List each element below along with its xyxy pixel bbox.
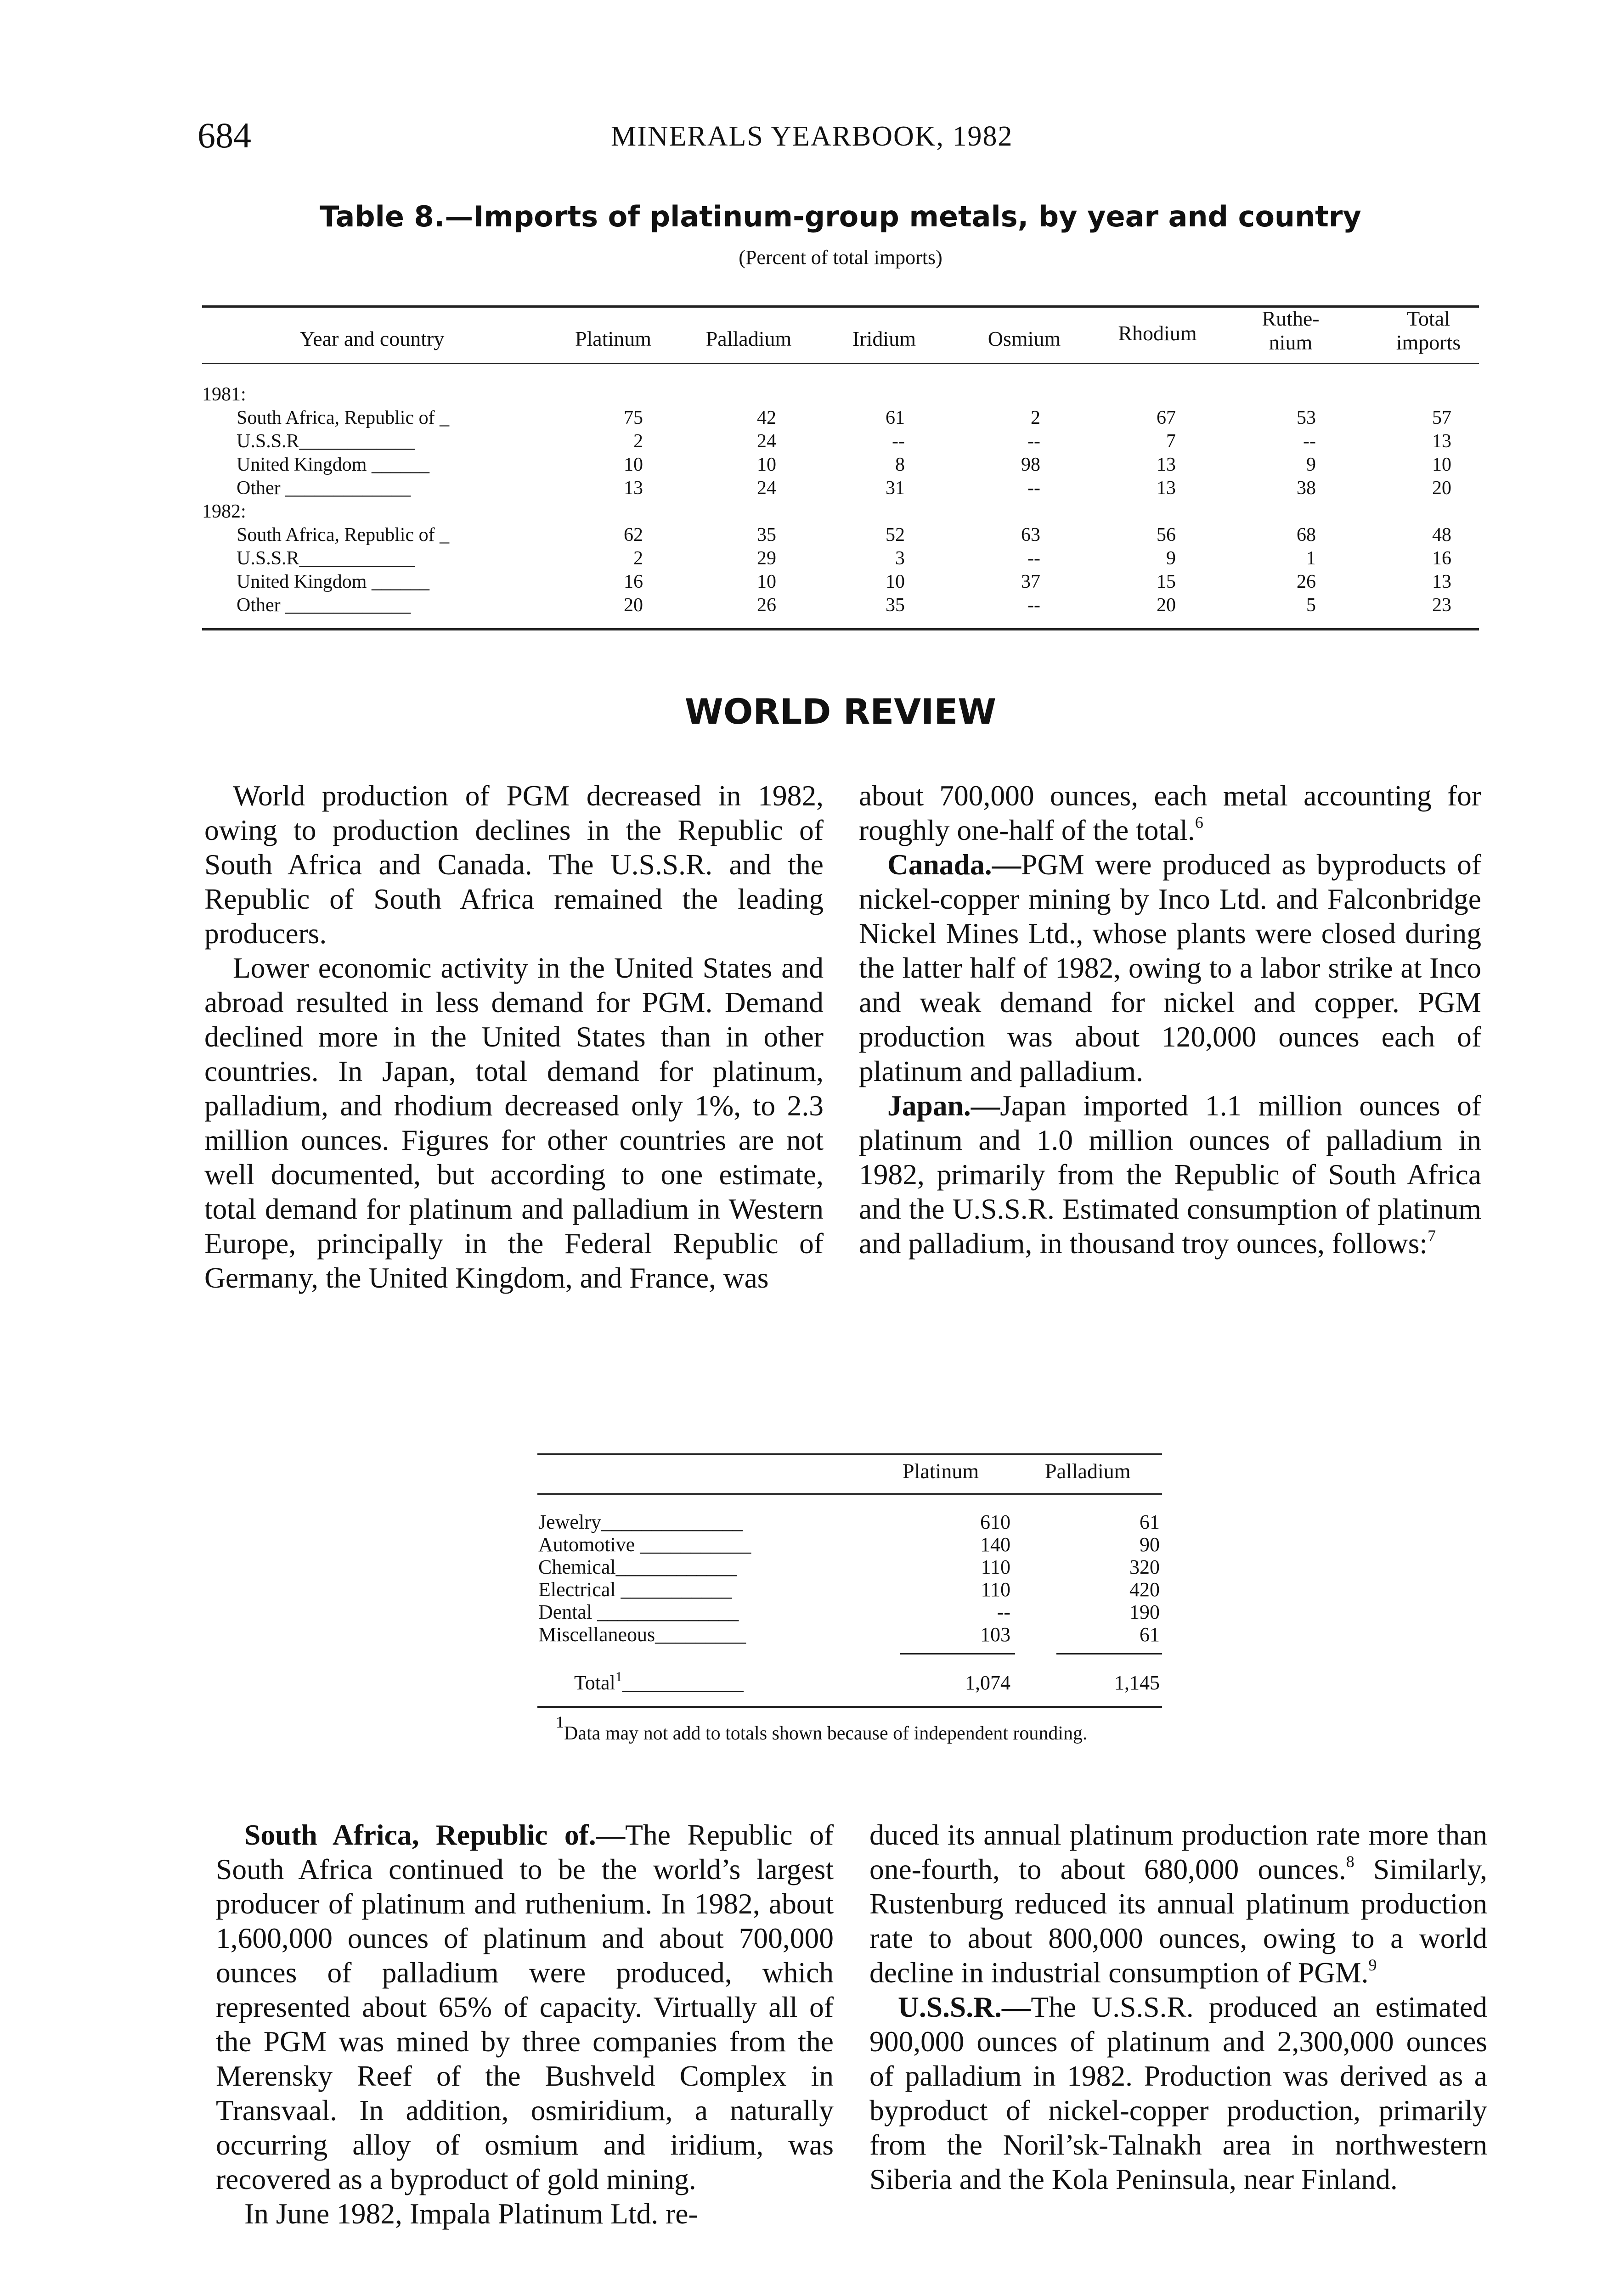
right-column-lower [869,1818,1487,2196]
paragraph: In June 1982, Impala Platinum Ltd. re- [244,2197,698,2230]
table-8-cell: 75 [624,407,643,428]
table-8-cell: 1 [1306,548,1316,569]
table-8-cell: -- [1027,548,1040,569]
japan-cell: 190 [1129,1601,1160,1623]
table-8-cell: 26 [1297,571,1316,592]
table-8-cell: -- [1027,478,1040,499]
right-column-upper [859,778,1481,1261]
paragraph-text: The U.S.S.R. produced an estimated 900,000 ounces of platinum and 2,300,000 ounces of palladium in 1982. Production was derived as a byproduct of nickel-copper production, primarily from the Noril’sk-Talnakh area in northwestern Siberia and the Kola Peninsula, near Finland. [869,1991,1487,2195]
paragraph-text: The Republic of South Africa continued to be the world’s largest producer of platinum and ruthenium. In 1982, about 1,600,000 ounces of platinum and about 700,000 ounces of palladium were produced, which represented about 65% of capacity. Virtually all of the PGM was mined by three companies from the Merensky Reef of the Bushveld Complex in Transvaal. In addition, osmiridium, a naturally occurring alloy of osmium and iridium, was recovered as a byproduct of gold mining. [216,1818,834,2195]
run-in-heading-south-africa: South Africa, Republic of.— [244,1818,626,1851]
japan-total-label [574,1671,744,1694]
table-8-subtitle: (Percent of total imports) [739,246,942,269]
japan-col-palladium: Palladium [1045,1459,1131,1483]
table-8-cell: 61 [886,407,905,428]
paragraph-text: Japan imported 1.1 million ounces of platinum and 1.0 million ounces of palladium in 1982, primarily from the Republic of South Africa and the U.S.S.R. Estimated consumption of platinum and palladium, in thousand troy ounces, follows: [859,1089,1481,1260]
japan-row-label: Electrical ___________ [538,1578,732,1601]
table-8-row-label: South Africa, Republic of _ [237,524,450,546]
running-title: MINERALS YEARBOOK, 1982 [611,121,1013,152]
table-8-cell: 7 [1166,431,1176,452]
table-8-row-label: U.S.S.R____________ [237,548,415,569]
paragraph [869,1990,1487,2196]
table-8-cell: 29 [757,548,776,569]
japan-row-label: Dental ______________ [538,1601,739,1623]
japan-table-sum-rule [900,1653,1015,1654]
japan-row-label: Jewelry______________ [538,1511,743,1533]
footnote-ref: 6 [1195,813,1203,832]
paragraph [859,1088,1481,1261]
col-header-platinum: Platinum [575,327,652,350]
table-8-cell: 3 [895,548,905,569]
table-8-row-label: United Kingdom ______ [237,454,429,475]
col-header-total-imports: Total imports [1396,307,1461,354]
japan-cell: 110 [981,1556,1010,1578]
paragraph-text: Similarly, Rustenburg reduced its annual platinum production rate to about 800,000 ounces, owing to a world decline in industrial consumption of PGM. [869,1853,1487,1989]
table-8-cell: 53 [1297,407,1316,428]
table-8-row-label: Other _____________ [237,478,411,499]
table-8-cell: 20 [624,595,643,616]
table-8-cell: 2 [633,431,643,452]
paragraph-text: about 700,000 ounces, each metal accounting for roughly one-half of the total. [859,779,1481,846]
japan-total-platinum: 1,074 [965,1671,1010,1694]
table-8-row-label: South Africa, Republic of _ [237,407,450,428]
table-8-cell: 98 [1021,454,1040,475]
table-8-cell: 31 [886,478,905,499]
table-8-cell: 35 [886,595,905,616]
table-8-cell: 10 [1432,454,1451,475]
table-8-cell: 67 [1157,407,1176,428]
table-8-bottom-rule [202,628,1479,630]
japan-cell: 320 [1129,1556,1160,1578]
total-label-text: Total [574,1671,615,1694]
footnote-ref: 8 [1346,1852,1354,1871]
japan-table-top-rule [537,1453,1162,1455]
table-8-cell: 26 [757,595,776,616]
paragraph: Lower economic activity in the United States and abroad resulted in less demand for PGM. Demand declined more in the United States than in other countries. In Japan, total demand for platinum, palladium, and rhodium decreased only 1%, to 2.3 million ounces. Figures for other countries are not well documented, but according to one estimate, total demand for platinum and palladium in Western Europe, principally in the Federal Republic of Germany, the United Kingdom, and France, was [204,951,824,1294]
col-header-palladium: Palladium [705,327,792,350]
table-8-cell: 20 [1157,595,1176,616]
japan-col-platinum: Platinum [903,1459,979,1483]
table-8-cell: 8 [895,454,905,475]
table-8-cell: 13 [1432,431,1451,452]
table-8-cell: 9 [1306,454,1316,475]
col-header-rhodium: Rhodium [1118,321,1197,345]
table-8-cell: 37 [1021,571,1040,592]
total-leader-dots: ____________ [622,1671,744,1694]
paragraph-text: PGM were produced as byproducts of nickel-copper mining by Inco Ltd. and Falconbridge Nickel Mines Ltd., whose plants were closed during the latter half of 1982, owing to a labor strike at Inco and weak demand for nickel and copper. PGM production was about 120,000 ounces each of platinum and palladium. [859,848,1481,1087]
col-header-ruthenium: Ruthe- nium [1262,307,1320,354]
japan-row-label: Automotive ___________ [538,1533,751,1556]
table-8-cell: 9 [1166,548,1176,569]
section-heading: WORLD REVIEW [684,691,997,732]
japan-cell: 61 [1140,1623,1160,1646]
table-8-cell: 52 [886,524,905,546]
japan-cell: 610 [980,1511,1010,1533]
table-8-cell: 24 [757,431,776,452]
paragraph [859,778,1481,847]
table-8-year-0: 1981: [202,384,246,405]
table-8-cell: 15 [1157,571,1176,592]
japan-cell: 140 [980,1533,1010,1556]
footnote-ref: 7 [1428,1227,1436,1245]
japan-cell: 90 [1140,1533,1160,1556]
japan-cell: 110 [981,1578,1010,1601]
footnote-text: Data may not add to totals shown because of independent rounding. [564,1723,1088,1744]
table-8-year-1: 1982: [202,501,246,522]
japan-row-label: Chemical____________ [538,1556,737,1578]
footnote-ref: 9 [1368,1956,1377,1974]
table-8-cell: 13 [624,478,643,499]
table-8-row-label: U.S.S.R____________ [237,431,415,452]
table-8-title: Table 8.—Imports of platinum-group metals, by year and country [320,200,1361,233]
table-8-cell: 63 [1021,524,1040,546]
footnote-ref: 1 [615,1669,622,1684]
table-8-cell: 35 [757,524,776,546]
table-8-cell: 10 [757,454,776,475]
table-8-cell: 23 [1432,595,1451,616]
paragraph-text: duced its annual platinum production rate more than one-fourth, to about 680,000 ounces. [869,1818,1487,1885]
table-8-row-label: United Kingdom ______ [237,571,429,592]
col-header-year-country: Year and country [299,327,445,350]
footnote-mark: 1 [556,1713,564,1731]
table-8-cell: 24 [757,478,776,499]
table-8-cell: -- [1303,431,1316,452]
table-8-cell: -- [892,431,905,452]
japan-table-sum-rule [1056,1653,1162,1654]
table-8-cell: 56 [1157,524,1176,546]
japan-row-label: Miscellaneous_________ [538,1623,746,1646]
run-in-heading-ussr: U.S.S.R.— [898,1991,1031,2023]
table-8-row-label: Other _____________ [237,595,411,616]
run-in-heading-japan: Japan.— [887,1089,1000,1122]
run-in-heading-canada: Canada.— [887,848,1021,881]
table-8-cell: 62 [624,524,643,546]
left-column-lower [216,1818,834,2231]
table-8-cell: 10 [886,571,905,592]
table-8-cell: 57 [1432,407,1451,428]
table-footnote [537,1713,1162,1745]
page-number: 684 [198,115,251,155]
paragraph [869,1818,1487,1990]
table-8-cell: 68 [1297,524,1316,546]
table-8-cell: 13 [1157,454,1176,475]
japan-table-header-rule [537,1493,1162,1495]
japan-table-bottom-rule [537,1706,1162,1708]
table-8-cell: -- [1027,431,1040,452]
left-column-upper [204,778,824,1295]
japan-total-palladium: 1,145 [1114,1671,1160,1694]
table-8-cell: 16 [1432,548,1451,569]
table-8-cell: 38 [1297,478,1316,499]
japan-cell: 420 [1129,1578,1160,1601]
japan-cell: -- [997,1601,1010,1623]
col-header-osmium: Osmium [988,327,1061,350]
table-8-cell: 10 [757,571,776,592]
table-8-cell: 42 [757,407,776,428]
table-8-header-rule [202,363,1479,364]
table-8-cell: 16 [624,571,643,592]
table-8-cell: -- [1027,595,1040,616]
paragraph [859,847,1481,1088]
table-8-cell: 13 [1157,478,1176,499]
table-8-cell: 5 [1306,595,1316,616]
table-8-cell: 2 [633,548,643,569]
table-8-cell: 20 [1432,478,1451,499]
japan-cell: 61 [1140,1511,1160,1533]
japan-cell: 103 [980,1623,1010,1646]
col-header-iridium: Iridium [852,327,916,350]
paragraph: World production of PGM decreased in 1982, owing to production declines in the Republic of South Africa and Canada. The U.S.S.R. and the Republic of South Africa remained the leading producers. [204,779,824,950]
table-8-cell: 13 [1432,571,1451,592]
table-8-cell: 48 [1432,524,1451,546]
paragraph [216,1818,834,2196]
table-8-cell: 2 [1031,407,1040,428]
table-8-cell: 10 [624,454,643,475]
